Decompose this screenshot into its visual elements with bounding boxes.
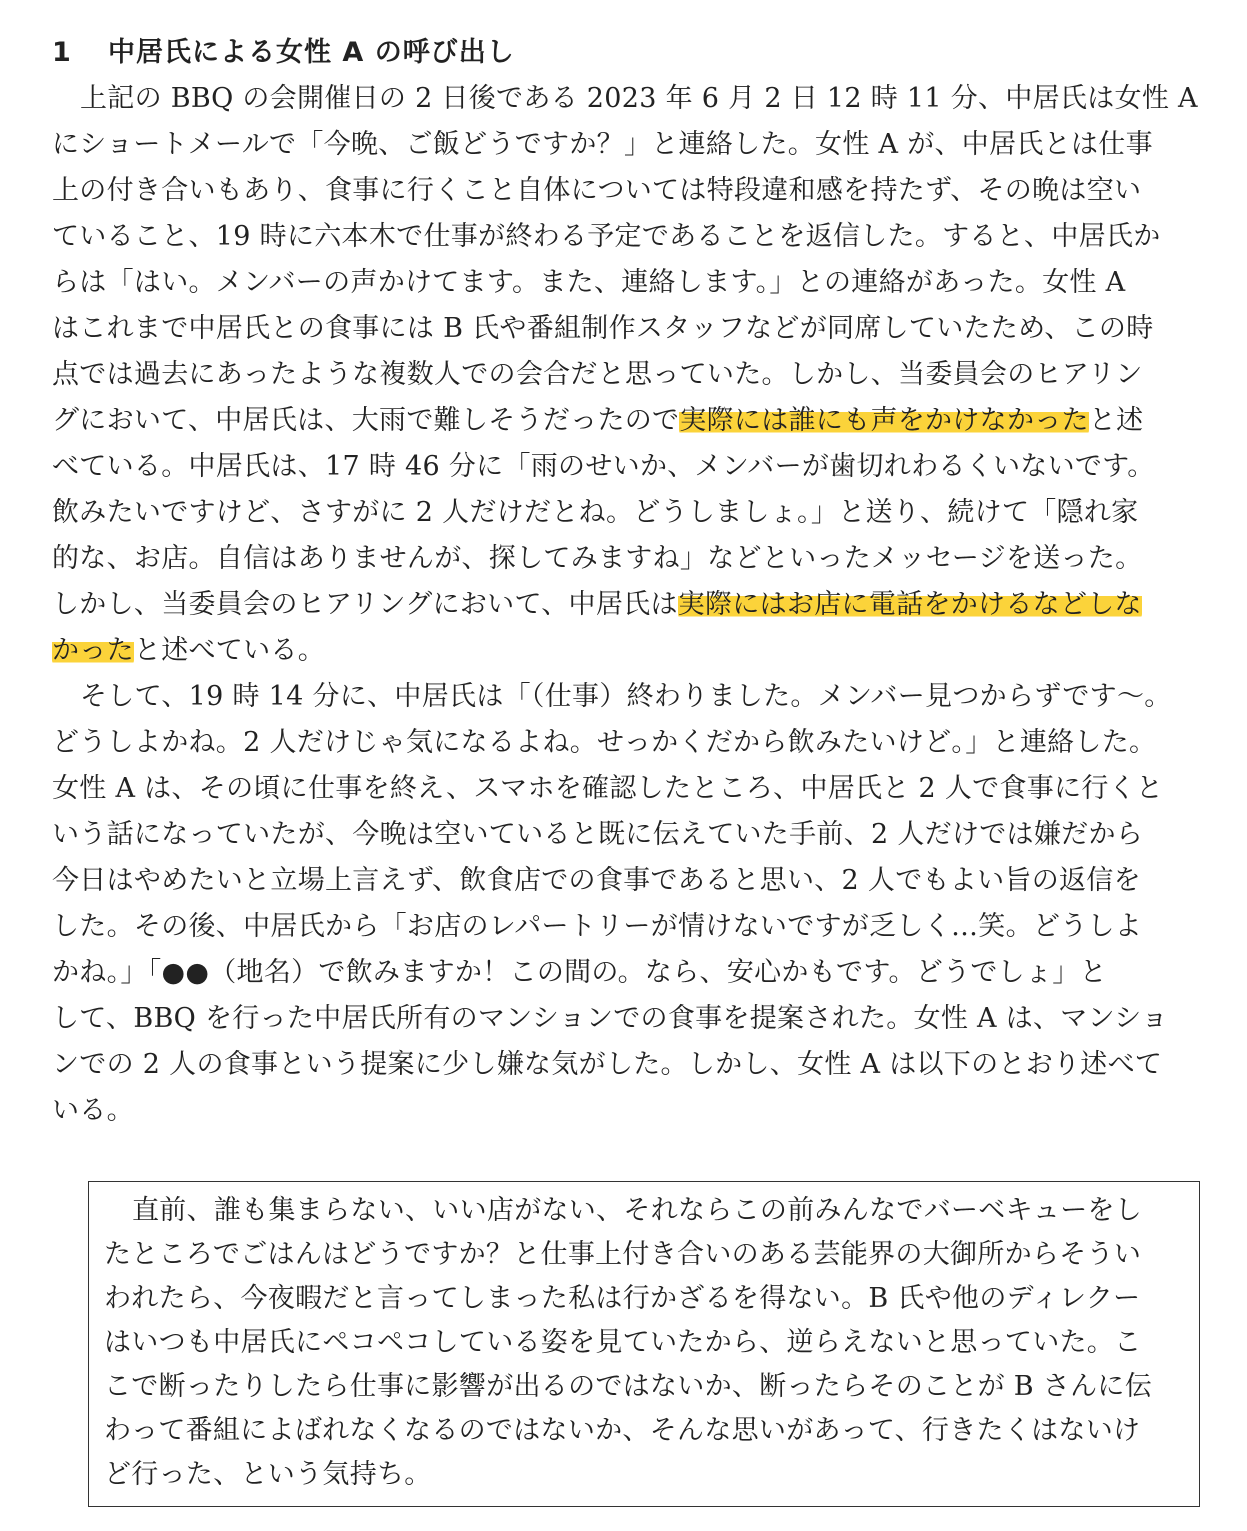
quote-line: わって番組によばれなくなるのではないか、そんな思いがあって、行きたくはないけ (104, 1415, 1141, 1446)
section-heading (52, 30, 515, 69)
paragraph-line: 点では過去にあったような複数人での会合だと思っていた。しかし、当委員会のヒアリン (52, 359, 1143, 390)
paragraph-line (52, 398, 1143, 444)
paragraph-line: 上記の BBQ の会開催日の 2 日後である 2023 年 6 月 2 日 12 時 11 分、中居氏は女性 A (80, 83, 1198, 114)
paragraph-line: いう話になっていたが、今晩は空いていると既に伝えていた手前、2 人だけでは嫌だから (52, 819, 1144, 850)
text-segment: と述 (1088, 405, 1144, 436)
paragraph-line: にショートメールで「今晩、ご飯どうですか？」と連絡した。女性 A が、中居氏とは仕事 (52, 129, 1153, 160)
quote-line: ど行った、という気持ち。 (104, 1459, 432, 1490)
text-segment: しかし、当委員会のヒアリングにおいて、中居氏は (52, 589, 678, 620)
paragraph-line: 的な、お店。自信はありませんが、探してみますね」などといったメッセージを送った。 (52, 543, 1143, 574)
text-segment: と述べている。 (133, 635, 326, 666)
paragraph-line: 今日はやめたいと立場上言えず、飲食店での食事であると思い、2 人でもよい旨の返信を (52, 865, 1141, 896)
quote-line: はいつも中居氏にペコペコしている姿を見ていたから、逆らえないと思っていた。こ (104, 1327, 1142, 1358)
quote-line: たところでごはんはどうですか？と仕事上付き合いのある芸能界の大御所からそうい (104, 1239, 1142, 1270)
quote-line: われたら、今夜暇だと言ってしまった私は行かざるを得ない。B 氏や他のディレクー (104, 1283, 1141, 1314)
paragraph-line: はこれまで中居氏との食事には B 氏や番組制作スタッフなどが同席していたため、この時 (52, 313, 1154, 344)
paragraph-line: らは「はい。メンバーの声かけてます。また、連絡します。」との連絡があった。女性 A (52, 267, 1126, 298)
paragraph-line: 飲みたいですけど、さすがに 2 人だけだとね。どうしましょ。」と送り、続けて「隠れ家 (52, 497, 1139, 528)
paragraph-line: ンでの 2 人の食事という提案に少し嫌な気がした。しかし、女性 A は以下のとおり述べて (52, 1049, 1163, 1080)
paragraph-line: そして、19 時 14 分に、中居氏は「（仕事）終わりました。メンバー見つからずです〜。 (80, 681, 1172, 712)
paragraph-line: いる。 (52, 1095, 134, 1126)
paragraph-line: かね。」「●●（地名）で飲みますか！この間の。なら、安心かもです。どうでしょ」と (52, 957, 1107, 988)
paragraph-line: べている。中居氏は、17 時 46 分に「雨のせいか、メンバーが歯切れわるくいないです。 (52, 451, 1155, 482)
paragraph-line: 上の付き合いもあり、食事に行くこと自体については特段違和感を持たず、その晩は空い (52, 175, 1142, 206)
quote-line: こで断ったりしたら仕事に影響が出るのではないか、断ったらそのことが B さんに伝 (104, 1371, 1153, 1402)
text-segment: グにおいて、中居氏は、大雨で難しそうだったので (52, 405, 680, 436)
paragraph-line (52, 582, 1142, 628)
paragraph-line: した。その後、中居氏から「お店のレパートリーが情けないですが乏しく…笑。どうしよ (52, 911, 1143, 942)
section-title: 中居氏による女性 A の呼び出し (108, 37, 515, 68)
section-number: 1 (52, 37, 72, 68)
highlighted-text: かった (52, 635, 134, 666)
paragraph-line: ていること、19 時に六本木で仕事が終わる予定であることを返信した。すると、中居氏か (52, 221, 1161, 252)
highlighted-text: 実際にはお店に電話をかけるなどしな (677, 589, 1142, 620)
paragraph-line: 女性 A は、その頃に仕事を終え、スマホを確認したところ、中居氏と 2 人で食事に行くと (52, 773, 1164, 804)
paragraph-line: して、BBQ を行った中居氏所有のマンションでの食事を提案された。女性 A は、マンショ (52, 1003, 1169, 1034)
paragraph-line: どうしよかね。2 人だけじゃ気になるよね。せっかくだから飲みたいけど。」と連絡した。 (52, 727, 1157, 758)
highlighted-text: 実際には誰にも声をかけなかった (679, 405, 1089, 436)
paragraph-line (52, 628, 325, 674)
quote-line: 直前、誰も集まらない、いい店がない、それならこの前みんなでバーベキューをし (132, 1195, 1143, 1226)
